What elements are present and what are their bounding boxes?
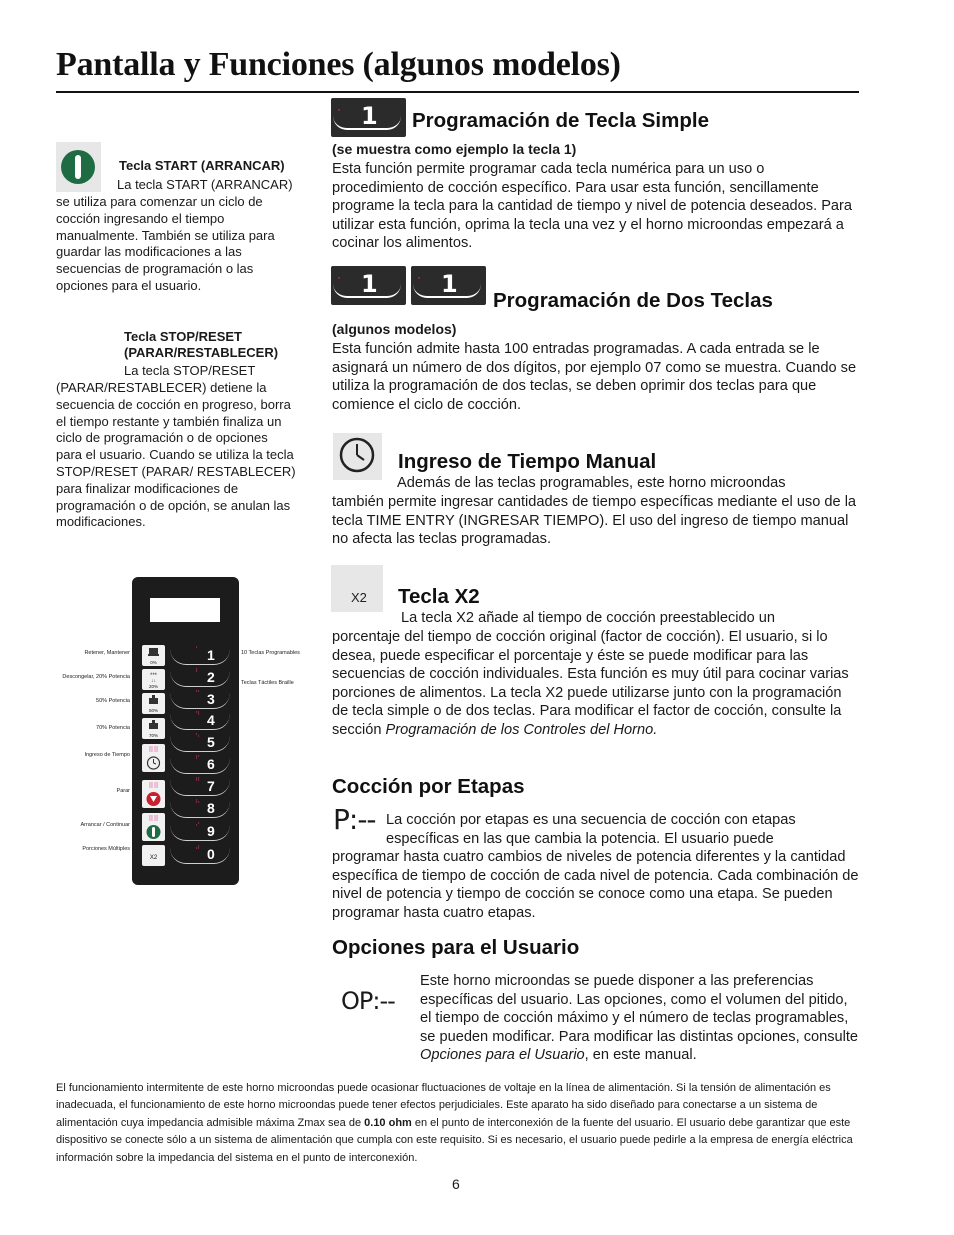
- key-1-icon: ⠁ 1: [331, 266, 406, 305]
- stop-icon: [142, 780, 165, 808]
- panel-label-defrost: Descongelar, 20% Potencia: [62, 674, 130, 680]
- page-title: Pantalla y Funciones (algunos modelos): [56, 46, 621, 83]
- options-display: OP:--: [341, 987, 395, 1015]
- stop-heading-line1: Tecla STOP/RESET: [124, 329, 243, 344]
- panel-label-stop: Parar: [116, 788, 130, 794]
- x2-heading: Tecla X2: [398, 585, 480, 608]
- panel-label-programmable: 10 Teclas Programables: [241, 650, 300, 656]
- number-key-5[interactable]: ⠑ 5: [170, 733, 232, 754]
- pot-icon: [142, 718, 165, 732]
- double-heading: Programación de Dos Teclas: [493, 289, 773, 312]
- start-key-icon-bg: [56, 142, 101, 192]
- number-key-3[interactable]: ⠉ 3: [170, 690, 232, 711]
- panel-label-50: 50% Potencia: [96, 698, 130, 704]
- options-text: Este horno microondas se puede disponer a las preferencias específicas del usuario. Las opciones, como el volumen del pitido, el tiempo de cocción máximo y el número de teclas programables, se pueden modificar. Para modificar las distintas opciones, consulte Opciones para el Usuario, en este manual.: [420, 973, 859, 1064]
- stages-heading: Cocción por Etapas: [332, 775, 525, 798]
- number-key-0[interactable]: ⠚ 0: [170, 845, 232, 866]
- panel-label-70: 70% Potencia: [96, 725, 130, 731]
- power-70-key[interactable]: 70%: [142, 718, 165, 739]
- hold-key[interactable]: 0%: [142, 645, 165, 666]
- stages-display: P:--: [333, 803, 376, 836]
- hold-icon: [142, 645, 165, 659]
- panel-label-hold: Retener, Mantener: [84, 650, 130, 656]
- svg-text:⠿⠿: ⠿⠿: [148, 747, 159, 754]
- svg-text:⠿⠿: ⠿⠿: [148, 783, 159, 790]
- stop-heading: [124, 329, 278, 361]
- stop-heading-line2: (PARAR/RESTABLECER): [124, 345, 279, 360]
- clock-icon: [142, 744, 165, 772]
- number-key-2[interactable]: ⠃ 2: [170, 668, 232, 689]
- title-rule: [56, 91, 859, 93]
- stop-text: (PARAR/RESTABLECER) detiene la secuencia de cocción en progreso, borra el tiempo restante y también finaliza un ciclo de programación o de opciones para el usuario. Cuando se utiliza la tecla STOP/RESET (PARAR/ RESTABLECER) para finalizar modificaciones de programación o de opción, se anulan las modificaciones.: [56, 380, 296, 530]
- start-text: se utiliza para comenzar un ciclo de cocción ingresando el tiempo manualmente. También se utiliza para guardar las modificaciones a las secuencias de programación o las opciones para el usuario.: [56, 194, 275, 293]
- defrost-icon: [142, 669, 165, 683]
- panel-label-braille: Teclas Táctiles Braille: [241, 680, 294, 686]
- x2-key[interactable]: X2: [142, 845, 165, 866]
- page-number: 6: [452, 1176, 460, 1192]
- number-key-1[interactable]: ⠁ 1: [170, 646, 232, 667]
- clock-icon: [333, 433, 382, 480]
- power-50-key[interactable]: 50%: [142, 693, 165, 714]
- manual-text-first: Además de las teclas programables, este horno microondas: [397, 475, 786, 491]
- time-entry-icon-bg: [333, 433, 382, 480]
- manual-heading: Ingreso de Tiempo Manual: [398, 450, 657, 473]
- number-key-4[interactable]: ⠙ 4: [170, 711, 232, 732]
- simple-subheading: (se muestra como ejemplo la tecla 1): [332, 141, 577, 157]
- panel-label-start: Arrancar / Continuar: [80, 822, 130, 828]
- x2-text: porcentaje del tiempo de cocción original (factor de cocción). El usuario, si lo desea, puede especificar el porcentaje y éste se puede modificar para las secuencias de cocción individuales. Esta función es muy útil para cocinar varias porciones de alimentos. La tecla X2 puede utilizarse junto con la programación de tecla simple o de dos teclas. Para modificar el factor de cocción, consulte la sección Programación de los Controles del Horno.: [332, 629, 849, 738]
- stop-text-first: La tecla STOP/RESET: [124, 363, 256, 378]
- defrost-key[interactable]: *** ↓↓ 20%: [142, 669, 165, 690]
- start-icon: [56, 142, 101, 192]
- stages-text: programar hasta cuatro cambios de niveles de potencia diferentes y la cantidad específica de tiempo de cocción de cada nivel de potencia. Cada combinación de nivel de potencia y tiempo de cocción se conoce como una etapa. Se pueden programar hasta cuatro etapas.: [332, 849, 859, 921]
- start-heading: Tecla START (ARRANCAR): [119, 158, 285, 173]
- manual-text: también permite ingresar cantidades de tiempo específicas mediante el uso de la tecla TIME ENTRY (INGRESAR TIEMPO). El uso del ingreso de tiempo manual no afecta las teclas programadas.: [332, 494, 857, 548]
- footnote: El funcionamiento intermitente de este horno microondas puede ocasionar fluctuaciones de voltaje en la línea de alimentación. Si la tensión de alimentación es inadecuada, el funcionamiento de este horno microondas puede tener efectos perjudiciales. Este aparato ha sido diseñado para conectarse a un sistema de alimentación cuya impedancia admisible máxima Zmax sea de 0.10 ohm en el punto de interconexión de la fuente del usuario. El usuario debe garantizar que este dispositivo se conecte sólo a un sistema de alimentación que cumpla con este requisito. Si es necesario, el usuario puede pedirle a la empresa de energía eléctrica información sobre la impedancia del sistema en el punto de interconexión.: [56, 1082, 853, 1164]
- options-heading: Opciones para el Usuario: [332, 936, 580, 959]
- panel-display: [150, 598, 220, 622]
- stages-text-first: La cocción por etapas es una secuencia de cocción con etapas específicas en las que cambia la potencia. El usuario puede: [386, 812, 796, 847]
- panel-label-time: Ingreso de Tiempo: [84, 752, 130, 758]
- number-key-9[interactable]: ⠊ 9: [170, 822, 232, 843]
- start-text-first: La tecla START (ARRANCAR): [117, 177, 293, 192]
- x2-key-icon: X2: [331, 565, 383, 612]
- start-key[interactable]: [142, 813, 165, 841]
- number-key-8[interactable]: ⠓ 8: [170, 799, 232, 820]
- number-key-7[interactable]: ⠛ 7: [170, 777, 232, 798]
- stop-key[interactable]: [142, 780, 165, 808]
- svg-text:↓↓: ↓↓: [151, 678, 156, 683]
- x2-text-first: La tecla X2 añade al tiempo de cocción preestablecido un: [401, 610, 776, 626]
- simple-text: Esta función permite programar cada tecla numérica para un uso o procedimiento de cocción específico. Para usar esta función, sencillamente programe la tecla para la cantidad de tiempo y nivel de potencia deseados. Para utilizar esta función, oprima la tecla una vez y el horno microondas empezará a cocinar los alimentos.: [332, 161, 853, 252]
- svg-text:⠿⠿: ⠿⠿: [148, 816, 159, 823]
- simple-heading: Programación de Tecla Simple: [412, 109, 709, 132]
- time-entry-key[interactable]: [142, 744, 165, 772]
- svg-text:***: ***: [149, 673, 158, 679]
- pot-icon: [142, 693, 165, 707]
- key-1-icon: ⠁ 1: [411, 266, 486, 305]
- key-1-icon: ⠁ 1: [331, 98, 406, 137]
- start-icon: [142, 813, 165, 841]
- number-key-6[interactable]: ⠋ 6: [170, 755, 232, 776]
- double-text: Esta función admite hasta 100 entradas programadas. A cada entrada se le asignará un número de dos dígitos, por ejemplo 07 como se muestra. Cuando se utiliza la programación de dos teclas, se deben oprimir dos teclas para que comience el ciclo de cocción.: [332, 341, 857, 413]
- double-subheading: (algunos modelos): [332, 321, 457, 337]
- panel-label-portions: Porciones Múltiples: [82, 846, 130, 852]
